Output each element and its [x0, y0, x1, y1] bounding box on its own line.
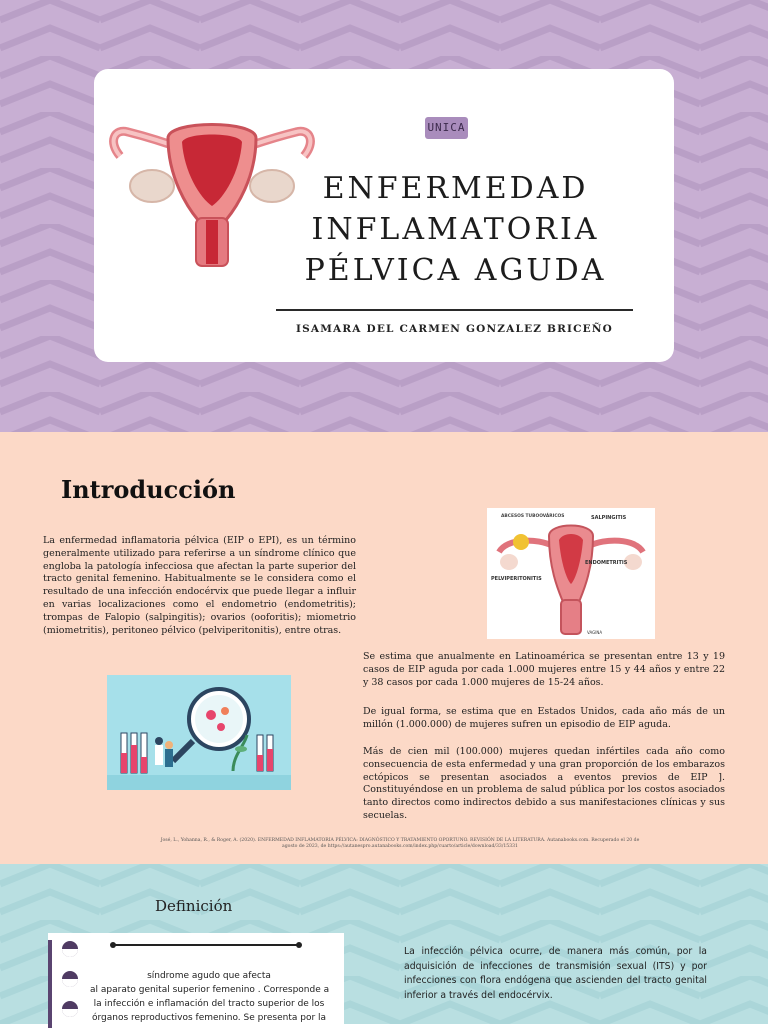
diagram-label: ENDOMETRITIS — [585, 560, 628, 566]
diagram-label: ABCESOS TUBOOVÁRICOS — [501, 514, 565, 519]
definition-line: órganos reproductivos femenino. Se presenta por la — [91, 1013, 327, 1023]
definition-card-text — [90, 969, 328, 1025]
definition-line: la infección e inflamación del tracto superior de los — [93, 999, 325, 1009]
definition-paragraph: La infección pélvica ocurre, de manera más común, por la adquisición de infecciones de transmisión sexual (ITS) y por infecciones con flora endógena que ascienden del tracto genital inferior a través del endocérvix. — [404, 946, 707, 1001]
definition-heading: Definición — [155, 897, 233, 915]
definition-line: síndrome agudo que afecta — [147, 971, 271, 981]
title-divider — [276, 309, 633, 311]
institution-badge: UNICA — [425, 117, 468, 139]
page-title — [278, 168, 633, 291]
reference-citation: José, L., Yohanna, R., & Roger, A. (2020). ENFERMEDAD INFLAMATORIA PÉLVICA: DIAGNÓSTICO Y TRATAMIENTO OPORTUNO. REVISIÓN DE LA LITERATURA. Autanabooks.com. Recuperado el 20 de agosto de 2023, de https://autanespro.autanabooks.com/index.php/cuarto/article/download/33/15331 — [160, 838, 640, 849]
stat-paragraph: De igual forma, se estima que en Estados Unidos, cada año más de un millón (1.000.000) de mujeres sufren un episodio de EIP aguda. — [363, 706, 725, 730]
stat-paragraph: Se estima que anualmente en Latinoamérica se presentan entre 13 y 19 casos de EIP aguda por cada 1.000 mujeres entre 15 y 44 años y entre 22 y 38 casos por cada 1.000 mujeres de 15-24 años. — [363, 651, 725, 688]
title-line: PÉLVICA AGUDA — [304, 253, 607, 288]
definition-card-bar — [48, 940, 52, 1028]
diagram-label: VAGINA — [587, 630, 603, 635]
title-line: ENFERMEDAD — [322, 171, 589, 206]
bullet-icon — [62, 971, 78, 987]
definition-divider — [113, 944, 299, 946]
author-name: ISAMARA DEL CARMEN GONZALEZ BRICEÑO — [295, 323, 614, 335]
intro-heading: Introducción — [61, 475, 236, 504]
bullet-icon — [62, 1001, 78, 1017]
title-line: INFLAMATORIA — [311, 212, 600, 247]
diagram-label: PELVIPERITONITIS — [491, 576, 542, 582]
stat-paragraph: Más de cien mil (100.000) mujeres quedan infértiles cada año como consecuencia de esta enfermedad y una gran proporción de los embarazos ectópicos se presentan asociados a eventos previos de EIP ]. Constituyéndose en un problema de salud pública por los costos asociados tanto directos como indirectos debido a sus manifestaciones clínicas y sus secuelas. — [363, 746, 725, 821]
pid-diagram-image — [487, 508, 655, 639]
definition-line: al aparato genital superior femenino . Corresponde a — [90, 985, 330, 995]
bullet-icon — [62, 941, 78, 957]
laboratory-illustration — [107, 675, 291, 790]
diagram-label: SALPINGITIS — [591, 515, 627, 521]
intro-paragraph: La enfermedad inflamatoria pélvica (EIP o EPI), es un término generalmente utilizado para referirse a un síndrome clínico que engloba la patología infecciosa que afectan la parte superior del tracto genital femenino. Habitualmente se le considera como el resultado de una infección endocérvix que puede llegar a influir en varias localizaciones como el endometrio (endometritis); trompas de Falopio (salpingitis); ovarios (ooforitis); miometrio (miometritis), peritoneo pélvico (pelviperitonitis), entre otras. — [43, 535, 356, 636]
